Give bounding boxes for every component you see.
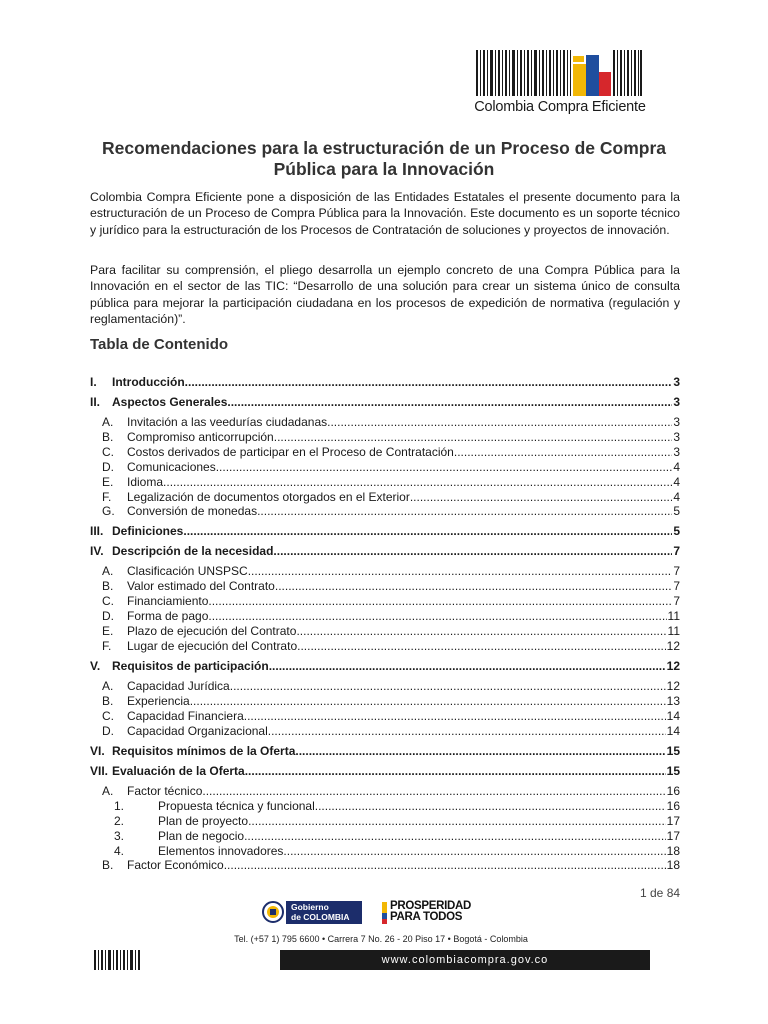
toc-page: 12	[666, 679, 680, 693]
toc-number: I.	[90, 375, 97, 389]
toc-row[interactable]	[114, 799, 680, 813]
toc-leader-dots	[208, 594, 672, 608]
toc-row[interactable]	[102, 564, 680, 578]
toc-row[interactable]	[102, 784, 680, 798]
toc-row[interactable]	[114, 814, 680, 828]
toc-row[interactable]	[90, 544, 680, 558]
toc-number: F.	[102, 490, 112, 504]
toc-leader-dots	[216, 460, 673, 474]
toc-leader-dots	[295, 744, 665, 758]
gobierno-line1: Gobierno	[291, 902, 329, 912]
toc-number: III.	[90, 524, 104, 538]
toc-leader-dots	[275, 579, 672, 593]
toc-label: Valor estimado del Contrato	[127, 579, 275, 593]
toc-row[interactable]	[102, 594, 680, 608]
toc-leader-dots	[273, 544, 672, 558]
gobierno-box	[286, 901, 362, 924]
toc-row[interactable]	[102, 639, 680, 653]
toc-leader-dots	[268, 724, 666, 738]
toc-leader-dots	[183, 524, 672, 538]
toc-label: Elementos innovadores	[158, 844, 284, 858]
toc-label: Descripción de la necesidad	[112, 544, 274, 558]
toc-row[interactable]	[102, 709, 680, 723]
toc-leader-dots	[224, 858, 666, 872]
toc-row[interactable]	[102, 579, 680, 593]
gobierno-logo	[258, 899, 362, 925]
toc-page: 3	[673, 445, 680, 459]
toc-label: Definiciones	[112, 524, 184, 538]
toc-page: 4	[673, 460, 680, 474]
toc-page: 17	[666, 829, 680, 843]
toc-number: 1.	[114, 799, 125, 813]
toc-leader-dots	[245, 764, 666, 778]
toc-page: 7	[673, 564, 680, 578]
toc-leader-dots	[244, 709, 666, 723]
colombia-compra-logo	[472, 50, 648, 118]
toc-label: Evaluación de la Oferta	[112, 764, 245, 778]
toc-page: 14	[666, 709, 680, 723]
toc-label: Introducción	[112, 375, 185, 389]
toc-page: 18	[666, 844, 680, 858]
toc-row[interactable]	[90, 744, 680, 758]
toc-leader-dots	[269, 659, 666, 673]
footer-barcode-icon	[94, 950, 142, 970]
toc-number: A.	[102, 415, 114, 429]
toc-page: 13	[666, 694, 680, 708]
toc-page: 7	[673, 544, 680, 558]
toc-leader-dots	[296, 624, 666, 638]
toc-label: Factor Económico	[127, 858, 224, 872]
toc-page: 12	[666, 639, 680, 653]
toc-number: E.	[102, 624, 114, 638]
toc-label: Experiencia	[127, 694, 190, 708]
toc-row[interactable]	[102, 504, 680, 518]
coat-of-arms-icon	[262, 900, 284, 924]
toc-number: F.	[102, 639, 112, 653]
toc-number: B.	[102, 858, 114, 872]
gobierno-line2: de COLOMBIA	[291, 912, 350, 922]
toc-leader-dots	[185, 375, 673, 389]
toc-leader-dots	[257, 504, 672, 518]
toc-row[interactable]	[102, 490, 680, 504]
toc-row[interactable]	[102, 694, 680, 708]
toc-page: 3	[673, 375, 680, 389]
toc-label: Propuesta técnica y funcional	[158, 799, 315, 813]
toc-leader-dots	[327, 415, 672, 429]
toc-label: Conversión de monedas	[127, 504, 258, 518]
toc-leader-dots	[454, 445, 672, 459]
toc-leader-dots	[297, 639, 666, 653]
prosperidad-line1: PROSPERIDAD	[390, 900, 472, 912]
toc-row[interactable]	[90, 659, 680, 673]
toc-number: B.	[102, 430, 114, 444]
toc-number: IV.	[90, 544, 104, 558]
toc-label: Plan de negocio	[158, 829, 245, 843]
toc-leader-dots	[163, 475, 672, 489]
toc-label: Idioma	[127, 475, 164, 489]
toc-label: Plan de proyecto	[158, 814, 249, 828]
toc-page: 4	[673, 475, 680, 489]
toc-label: Capacidad Jurídica	[127, 679, 230, 693]
toc-number: A.	[102, 679, 114, 693]
toc-row[interactable]	[90, 764, 680, 778]
toc-number: D.	[102, 724, 114, 738]
toc-page: 11	[667, 624, 680, 638]
toc-label: Forma de pago	[127, 609, 209, 623]
website-url: www.colombiacompra.gov.co	[280, 950, 650, 970]
toc-row[interactable]	[114, 844, 680, 858]
toc-label: Requisitos mínimos de la Oferta	[112, 744, 296, 758]
toc-page: 16	[666, 784, 680, 798]
toc-number: D.	[102, 609, 114, 623]
toc-label: Capacidad Financiera	[127, 709, 244, 723]
document-title: Recomendaciones para la estructuración de un Proceso de Compra Pública para la Innovación	[101, 138, 667, 179]
footer-logos	[258, 897, 518, 929]
toc-label: Aspectos Generales	[112, 395, 228, 409]
toc-number: A.	[102, 784, 114, 798]
toc-leader-dots	[315, 799, 666, 813]
toc-leader-dots	[208, 609, 666, 623]
toc-leader-dots	[283, 844, 665, 858]
toc-number: D.	[102, 460, 114, 474]
toc-number: B.	[102, 694, 114, 708]
toc-label: Costos derivados de participar en el Proceso de Contratación	[127, 445, 454, 459]
toc-label: Comunicaciones	[127, 460, 216, 474]
toc-number: C.	[102, 594, 114, 608]
toc-row[interactable]	[102, 679, 680, 693]
toc-page: 11	[667, 609, 680, 623]
toc-row[interactable]	[102, 460, 680, 474]
toc-label: Plazo de ejecución del Contrato	[127, 624, 297, 638]
toc-label: Legalización de documentos otorgados en el Exterior	[127, 490, 410, 504]
prosperidad-line2: PARA TODOS	[390, 911, 463, 923]
toc-row[interactable]	[102, 858, 680, 872]
toc-leader-dots	[190, 694, 666, 708]
toc-label: Capacidad Organizacional	[127, 724, 268, 738]
page-number: 1 de 84	[640, 886, 681, 900]
toc-number: 4.	[114, 844, 125, 858]
toc-number: C.	[102, 709, 114, 723]
logo-text: Colombia Compra Eficiente	[474, 99, 646, 115]
toc-number: VII.	[90, 764, 109, 778]
toc-number: 3.	[114, 829, 125, 843]
intro-paragraph: Colombia Compra Eficiente pone a disposición de las Entidades Estatales el presente documento para la estructuración de un Proceso de Compra Pública para la Innovación. Este documento es un soporte técnico y jurídico para la estructuración de los Procesos de Contratación de soluciones y proyectos de innovación.	[90, 190, 680, 237]
prosperidad-logo	[382, 901, 522, 925]
toc-row[interactable]	[102, 609, 680, 623]
toc-number: C.	[102, 445, 114, 459]
toc-label: Lugar de ejecución del Contrato	[127, 639, 298, 653]
toc-page: 14	[666, 724, 680, 738]
toc-page: 7	[673, 594, 680, 608]
toc-page: 5	[673, 504, 680, 518]
toc-leader-dots	[227, 395, 672, 409]
toc-page: 3	[673, 415, 680, 429]
toc-label: Financiamiento	[127, 594, 209, 608]
toc-label: Invitación a las veedurías ciudadanas	[127, 415, 328, 429]
contact-info: Tel. (+57 1) 795 6600 • Carrera 7 No. 26 - 20 Piso 17 • Bogotá - Colombia	[234, 934, 528, 944]
toc-row[interactable]	[90, 375, 680, 389]
toc-number: V.	[90, 659, 101, 673]
toc-heading: Tabla de Contenido	[90, 336, 229, 353]
toc-page: 17	[666, 814, 680, 828]
toc-page: 4	[673, 490, 680, 504]
toc-page: 3	[673, 395, 680, 409]
barcode-logo-icon	[476, 50, 642, 96]
toc-number: VI.	[90, 744, 105, 758]
toc-page: 15	[666, 744, 680, 758]
toc-leader-dots	[410, 490, 672, 504]
toc-number: II.	[90, 395, 101, 409]
toc-number: 2.	[114, 814, 125, 828]
toc-leader-dots	[274, 430, 673, 444]
toc-leader-dots	[248, 814, 666, 828]
toc-page: 15	[666, 764, 680, 778]
flag-icon	[382, 902, 387, 924]
toc-row[interactable]	[102, 430, 680, 444]
toc-page: 5	[673, 524, 680, 538]
toc-row[interactable]	[102, 624, 680, 638]
toc-row[interactable]	[114, 829, 680, 843]
toc-number: E.	[102, 475, 114, 489]
toc-number: A.	[102, 564, 114, 578]
toc-page: 7	[673, 579, 680, 593]
toc-row[interactable]	[102, 415, 680, 429]
toc-page: 3	[673, 430, 680, 444]
prosperidad-text	[390, 901, 471, 923]
toc-number: B.	[102, 579, 114, 593]
toc-page: 12	[666, 659, 680, 673]
toc-page: 18	[666, 858, 680, 872]
toc-number: G.	[102, 504, 115, 518]
toc-row[interactable]	[102, 475, 680, 489]
toc-label: Clasificación UNSPSC	[127, 564, 248, 578]
toc-leader-dots	[202, 784, 665, 798]
toc-leader-dots	[248, 564, 673, 578]
toc-row[interactable]	[102, 724, 680, 738]
toc-page: 16	[666, 799, 680, 813]
toc-leader-dots	[244, 829, 666, 843]
toc-label: Compromiso anticorrupción	[127, 430, 274, 444]
toc-row[interactable]	[90, 524, 680, 538]
example-paragraph: Para facilitar su comprensión, el pliego desarrolla un ejemplo concreto de una Compra Pública para la Innovación en el sector de las TIC: “Desarrollo de una solución para crear un sistema único de consulta pública para mejorar la participación ciudadana en los procesos de expedición de normativa (regulación y reglamentación)”.	[90, 263, 680, 326]
toc-label: Factor técnico	[127, 784, 203, 798]
toc-label: Requisitos de participación	[112, 659, 269, 673]
toc-row[interactable]	[90, 395, 680, 409]
toc-row[interactable]	[102, 445, 680, 459]
toc-leader-dots	[230, 679, 666, 693]
